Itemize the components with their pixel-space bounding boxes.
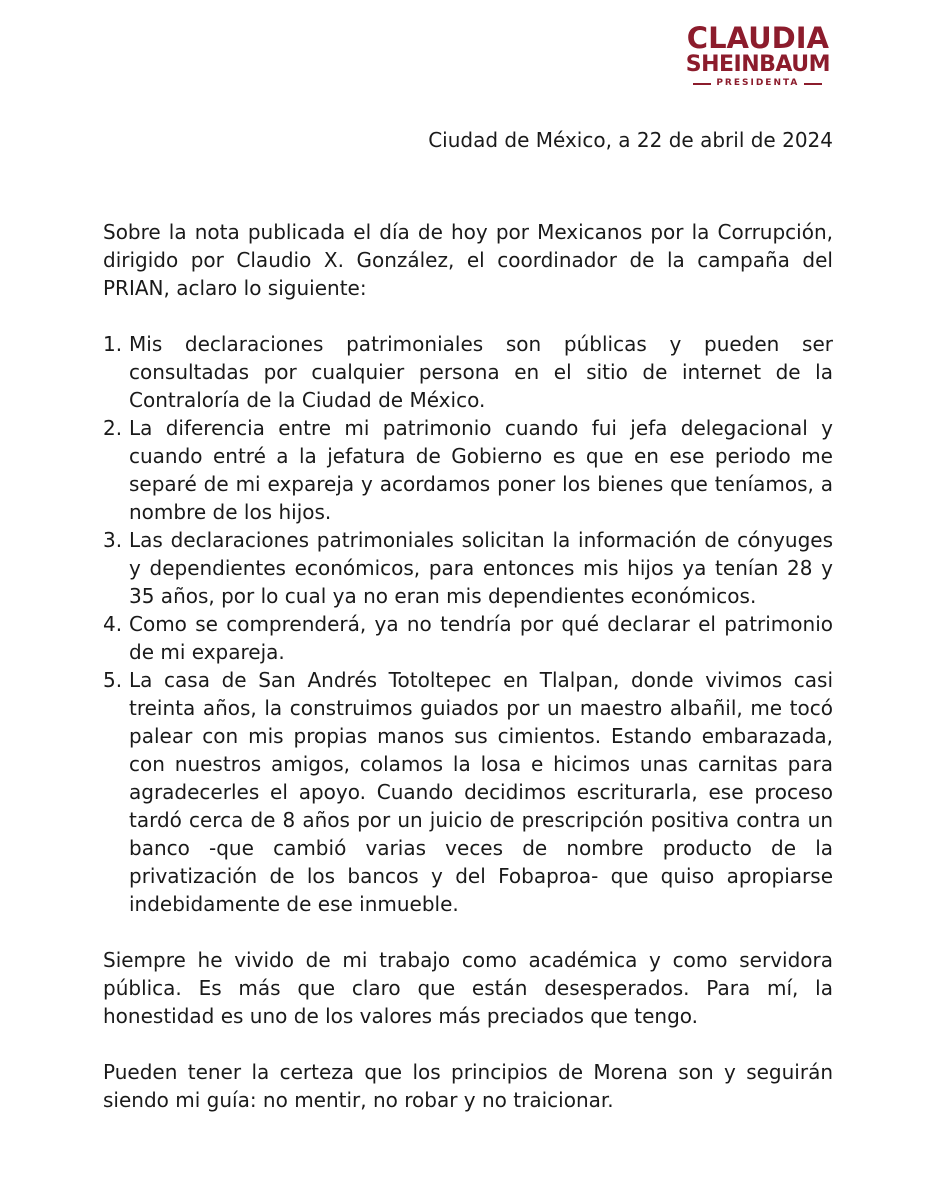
- list-item: [103, 526, 833, 610]
- list-item-number: 5.: [103, 668, 123, 692]
- list-item: [103, 666, 833, 918]
- letter-date: Ciudad de México, a 22 de abril de 2024: [428, 128, 833, 152]
- list-item: [103, 610, 833, 666]
- closing-paragraph-1: Siempre he vivido de mi trabajo como académica y como servidora pública. Es más que claro que están desesperados. Para mí, la honestidad es uno de los valores más preciados que tengo.: [103, 948, 833, 1028]
- campaign-logo: [685, 21, 830, 88]
- list-item-text: Las declaraciones patrimoniales solicitan la información de cónyuges y dependientes económicos, para entonces mis hijos ya tenían 28 y 35 años, por lo cual ya no eran mis dependientes económicos.: [129, 528, 833, 608]
- list-item-text: Mis declaraciones patrimoniales son públicas y pueden ser consultadas por cualquier persona en el sitio de internet de la Contraloría de la Ciudad de México.: [129, 332, 833, 412]
- closing-paragraph-2: Pueden tener la certeza que los principios de Morena son y seguirán siendo mi guía: no mentir, no robar y no traicionar.: [103, 1060, 833, 1112]
- list-item: [103, 330, 833, 414]
- list-item-number: 3.: [103, 528, 123, 552]
- list-item-number: 4.: [103, 612, 123, 636]
- clarification-list: [103, 330, 833, 918]
- logo-subtitle: [686, 79, 830, 88]
- logo-subtitle-text: PRESIDENTA: [716, 78, 800, 88]
- list-item-number: 2.: [103, 416, 123, 440]
- logo-dash-right: [804, 83, 822, 85]
- list-item-text: La diferencia entre mi patrimonio cuando fui jefa delegacional y cuando entré a la jefatura de Gobierno es que en ese periodo me separé de mi expareja y acordamos poner los bienes que teníamos, a nombre de los hijos.: [129, 416, 833, 524]
- list-item-text: La casa de San Andrés Totoltepec en Tlalpan, donde vivimos casi treinta años, la construimos guiados por un maestro albañil, me tocó palear con mis propias manos sus cimientos. Estando embarazada, con nuestros amigos, colamos la losa e hicimos unas carnitas para agradecerles el apoyo. Cuando decidimos escriturarla, ese proceso tardó cerca de 8 años por un juicio de prescripción positiva contra un banco -que cambió varias veces de nombre producto de la privatización de los bancos y del Fobaproa- que quiso apropiarse indebidamente de ese inmueble.: [129, 668, 833, 916]
- list-item-text: Como se comprenderá, ya no tendría por qué declarar el patrimonio de mi expareja.: [129, 612, 833, 664]
- logo-dash-left: [693, 83, 711, 85]
- intro-paragraph: Sobre la nota publicada el día de hoy por Mexicanos por la Corrupción, dirigido por Claudio X. González, el coordinador de la campaña del PRIAN, aclaro lo siguiente:: [103, 220, 833, 300]
- logo-name-last: SHEINBAUM: [685, 52, 830, 77]
- list-item-number: 1.: [103, 332, 123, 356]
- logo-name-first: CLAUDIA: [686, 21, 829, 55]
- list-item: [103, 414, 833, 526]
- letter-body: [103, 126, 833, 1114]
